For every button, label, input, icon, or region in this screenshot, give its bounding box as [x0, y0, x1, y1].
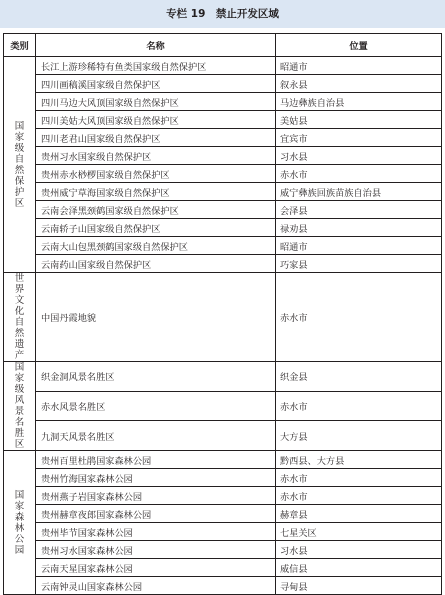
zone-location: 赤水市 — [276, 273, 442, 362]
table-body — [4, 57, 442, 595]
zone-location: 美姑县 — [276, 111, 442, 129]
category-cell — [4, 362, 36, 451]
table-row — [4, 255, 442, 273]
zone-name: 云南钟灵山国家森林公园 — [36, 577, 276, 595]
category-label: 国家级风景名胜区 — [14, 362, 25, 450]
zone-location: 黔西县、大方县 — [276, 451, 442, 469]
zone-name: 云南会泽黑颈鹤国家级自然保护区 — [36, 201, 276, 219]
zone-name: 四川美姑大风顶国家级自然保护区 — [36, 111, 276, 129]
category-cell — [4, 451, 36, 595]
zone-location: 昭通市 — [276, 237, 442, 255]
zone-location: 赤水市 — [276, 487, 442, 505]
table-row — [4, 219, 442, 237]
table-row — [4, 391, 442, 421]
table-row — [4, 451, 442, 469]
header-name: 名称 — [36, 34, 276, 57]
zone-name: 贵州竹海国家森林公园 — [36, 469, 276, 487]
table-row — [4, 165, 442, 183]
table-row — [4, 421, 442, 451]
table-row — [4, 505, 442, 523]
header-category: 类别 — [4, 34, 36, 57]
zone-location: 会泽县 — [276, 201, 442, 219]
zone-name: 贵州赤水桫椤国家级自然保护区 — [36, 165, 276, 183]
table-row — [4, 559, 442, 577]
zone-name: 贵州习水国家森林公园 — [36, 541, 276, 559]
zone-location: 织金县 — [276, 362, 442, 392]
zone-location: 寻甸县 — [276, 577, 442, 595]
table-row — [4, 273, 442, 362]
zone-name: 织金洞风景名胜区 — [36, 362, 276, 392]
zone-name: 四川老君山国家级自然保护区 — [36, 129, 276, 147]
zone-location: 叙永县 — [276, 75, 442, 93]
table-row — [4, 487, 442, 505]
category-label: 国家级自然保护区 — [14, 120, 25, 209]
zone-name: 贵州威宁草海国家级自然保护区 — [36, 183, 276, 201]
zone-location: 昭通市 — [276, 57, 442, 75]
zone-name: 云南大山包黑颈鹤国家级自然保护区 — [36, 237, 276, 255]
header-location: 位置 — [276, 34, 442, 57]
zone-name: 贵州赫章夜郎国家森林公园 — [36, 505, 276, 523]
table-row — [4, 147, 442, 165]
zone-location: 宜宾市 — [276, 129, 442, 147]
zone-name: 贵州习水国家级自然保护区 — [36, 147, 276, 165]
zone-name: 云南天星国家森林公园 — [36, 559, 276, 577]
zone-location: 赤水市 — [276, 165, 442, 183]
zone-name: 九洞天风景名胜区 — [36, 421, 276, 451]
zone-location: 威信县 — [276, 559, 442, 577]
category-cell — [4, 273, 36, 362]
zone-location: 赤水市 — [276, 391, 442, 421]
table-row — [4, 75, 442, 93]
table-row — [4, 129, 442, 147]
zone-location: 巧家县 — [276, 255, 442, 273]
zone-name: 贵州毕节国家森林公园 — [36, 523, 276, 541]
table-row — [4, 362, 442, 392]
zone-name: 四川马边大风顶国家级自然保护区 — [36, 93, 276, 111]
zone-location: 赫章县 — [276, 505, 442, 523]
category-label: 国家森林公园 — [14, 489, 25, 556]
category-label: 世界文化自然遗产 — [14, 273, 25, 361]
table-row — [4, 201, 442, 219]
zone-name: 中国丹霞地貌 — [36, 273, 276, 362]
zone-location: 七星关区 — [276, 523, 442, 541]
zone-location: 威宁彝族回族苗族自治县 — [276, 183, 442, 201]
table-row — [4, 93, 442, 111]
zone-name: 四川画稿溪国家级自然保护区 — [36, 75, 276, 93]
zone-location: 大方县 — [276, 421, 442, 451]
zone-name: 长江上游珍稀特有鱼类国家级自然保护区 — [36, 57, 276, 75]
zone-location: 习水县 — [276, 541, 442, 559]
column-title: 专栏 19 禁止开发区域 — [0, 0, 445, 28]
zone-location: 赤水市 — [276, 469, 442, 487]
zone-name: 云南药山国家级自然保护区 — [36, 255, 276, 273]
zone-name: 云南轿子山国家级自然保护区 — [36, 219, 276, 237]
zone-location: 习水县 — [276, 147, 442, 165]
zone-name: 贵州百里杜鹃国家森林公园 — [36, 451, 276, 469]
table-row — [4, 237, 442, 255]
table-row — [4, 469, 442, 487]
header-row — [4, 34, 442, 57]
zone-location: 禄劝县 — [276, 219, 442, 237]
zone-location: 马边彝族自治县 — [276, 93, 442, 111]
table-row — [4, 577, 442, 595]
table-row — [4, 57, 442, 75]
zone-name: 赤水风景名胜区 — [36, 391, 276, 421]
category-cell — [4, 57, 36, 273]
table-row — [4, 111, 442, 129]
zone-name: 贵州燕子岩国家森林公园 — [36, 487, 276, 505]
prohibited-zones-table — [3, 33, 442, 595]
table-row — [4, 183, 442, 201]
table-row — [4, 541, 442, 559]
